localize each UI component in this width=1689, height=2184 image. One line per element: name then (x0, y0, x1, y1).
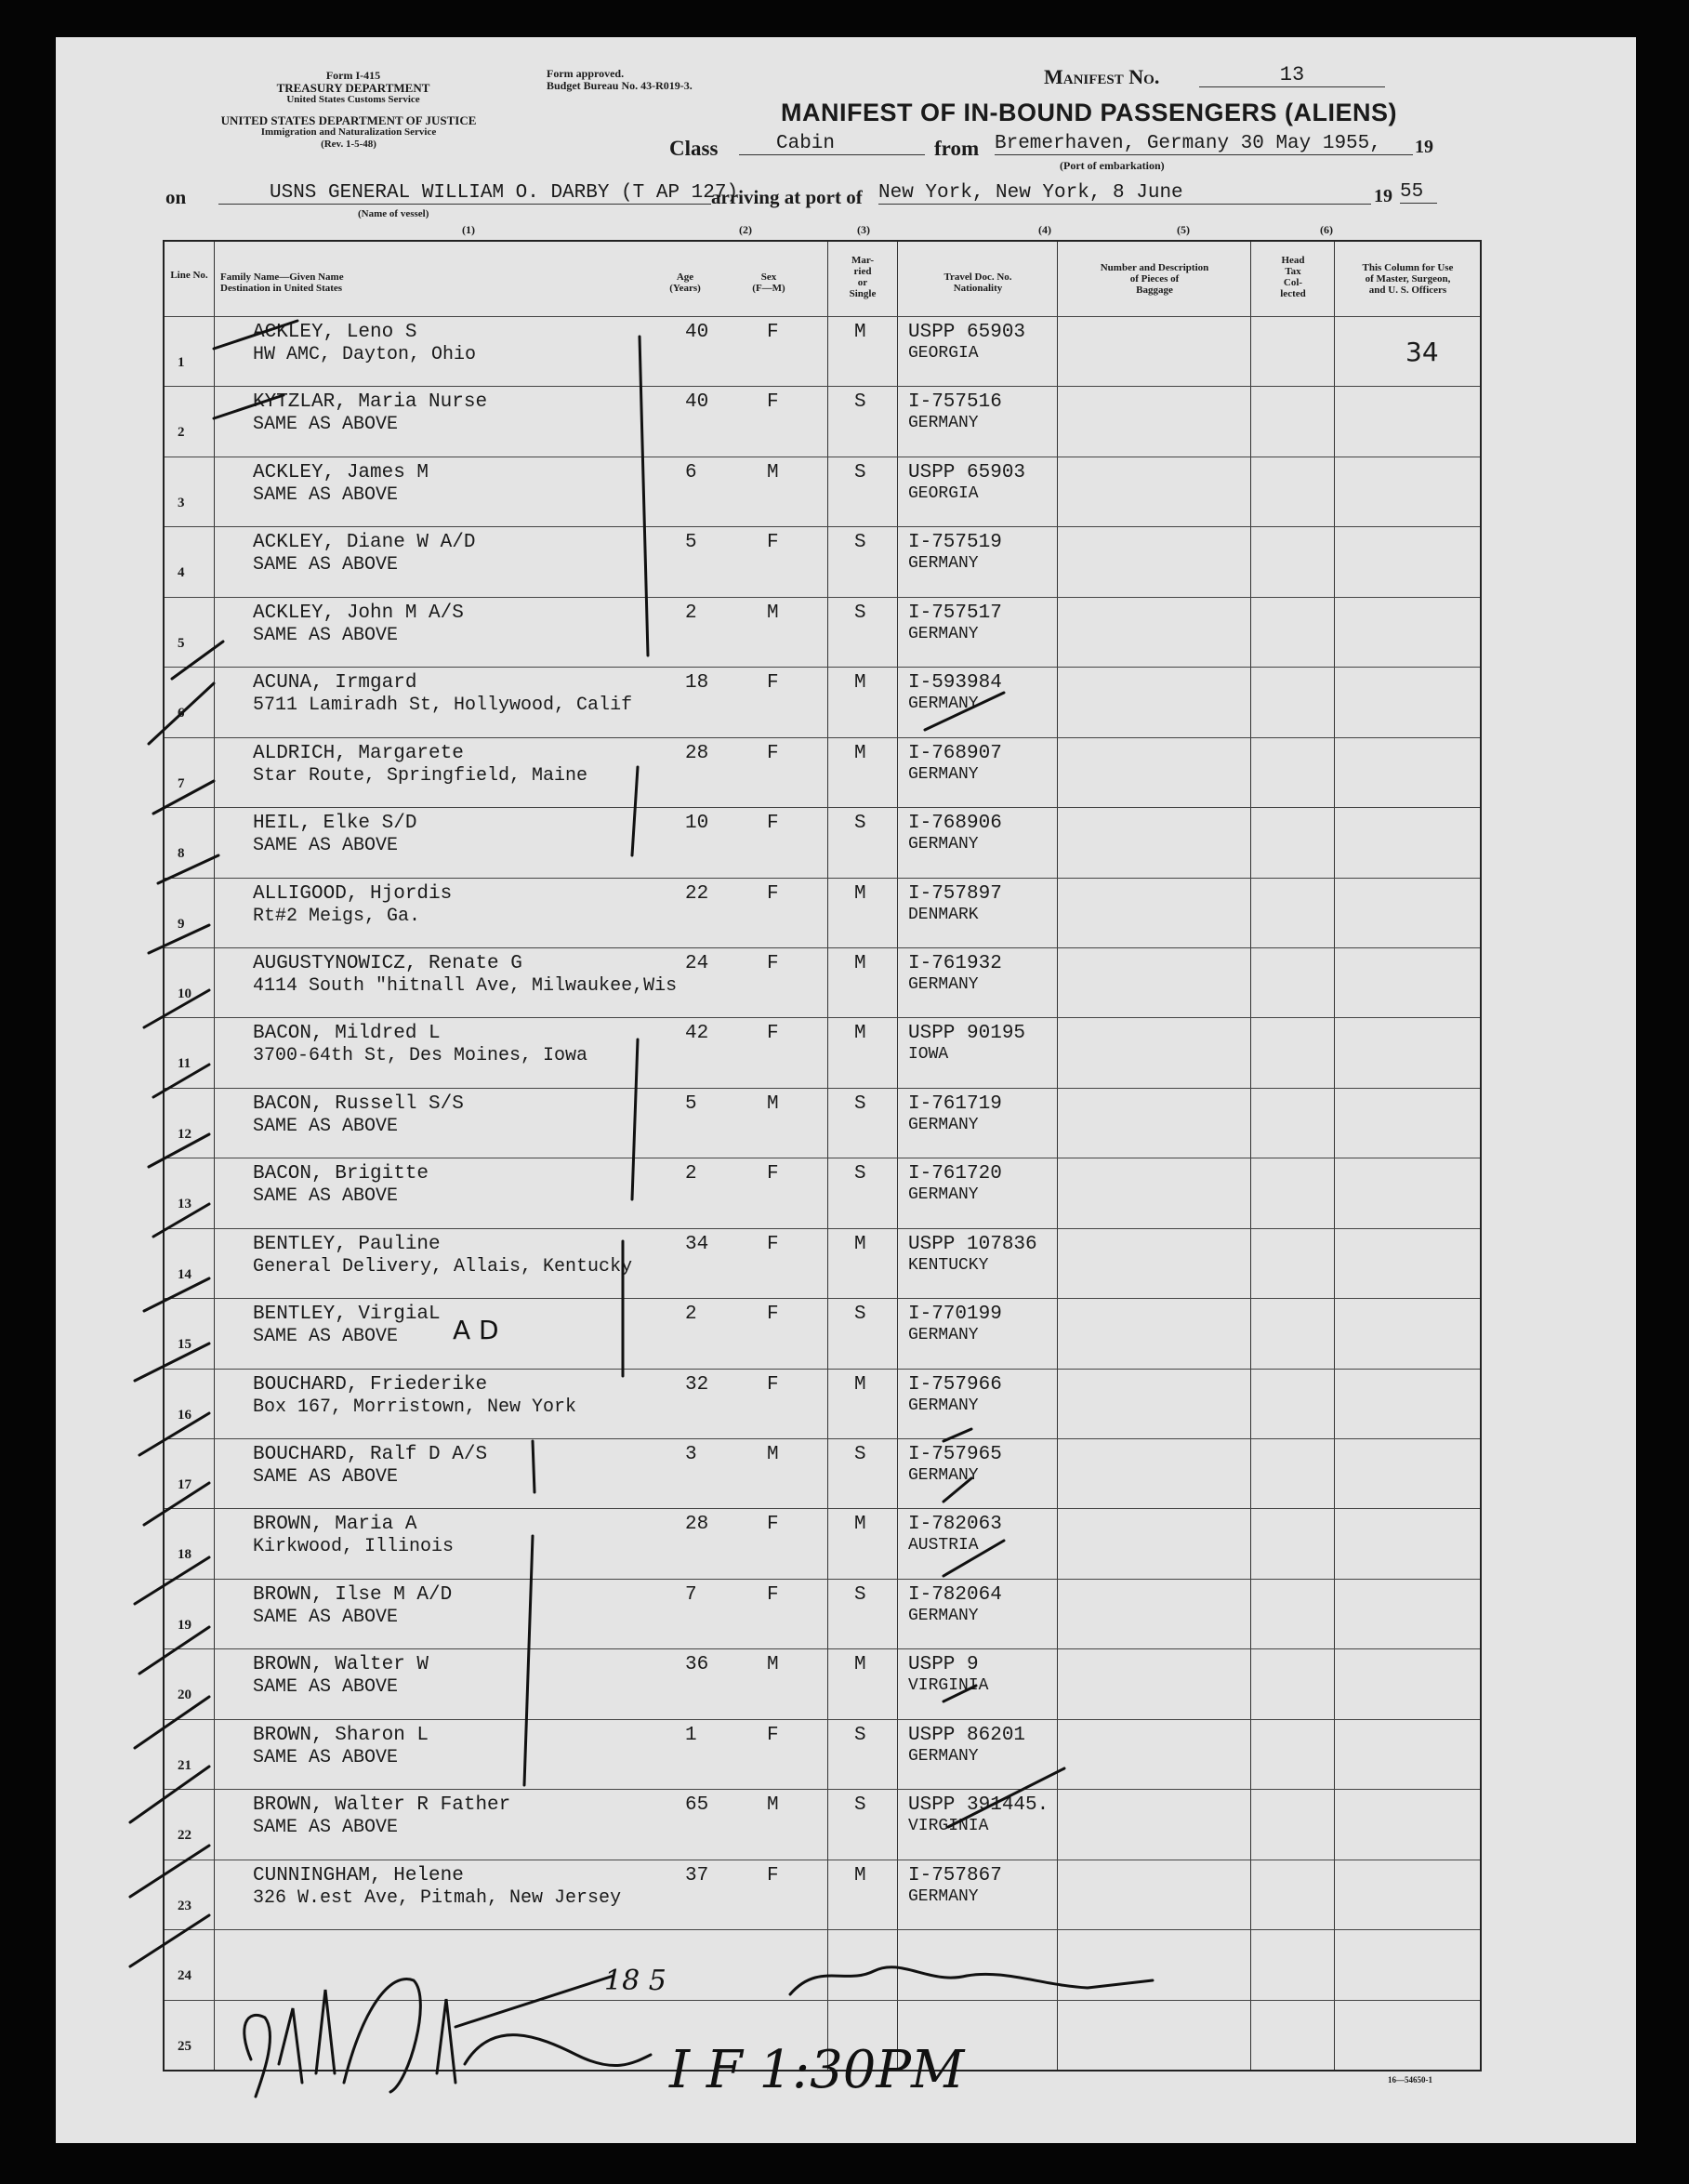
age-cell: 34 (685, 1233, 709, 1255)
class-value: Cabin (739, 133, 925, 155)
header-officers: This Column for Use of Master, Surgeon, and U. S. Officers (1362, 262, 1454, 296)
age-cell: 42 (685, 1023, 709, 1045)
nationality: VIRGINIA (908, 1817, 989, 1836)
sex-cell: F (767, 672, 779, 695)
line-number: 24 (178, 1968, 191, 1984)
marital-status: S (854, 1444, 866, 1466)
line-number: 9 (178, 916, 185, 932)
signature-stroke (279, 1979, 651, 2092)
travel-doc-number: I-761932 (908, 952, 1002, 974)
passenger-name: BACON, Mildred L (253, 1023, 441, 1045)
line-number: 21 (178, 1757, 191, 1773)
header-name: Family Name—Given Name Destination in United States (220, 271, 344, 294)
header-married: Mar- ried or Single (849, 255, 877, 299)
age-cell: 3 (685, 1444, 697, 1466)
line-number: 19 (178, 1617, 191, 1633)
sex-cell: F (767, 1163, 779, 1185)
destination: SAME AS ABOVE (253, 1115, 399, 1137)
nationality: GERMANY (908, 695, 979, 714)
check-mark (149, 683, 214, 744)
age-cell: 36 (685, 1654, 709, 1676)
destination: 3700-64th St, Des Moines, Iowa (253, 1045, 588, 1067)
destination: HW AMC, Dayton, Ohio (253, 344, 477, 365)
from-value: Bremerhaven, Germany 30 May 1955, (995, 133, 1413, 155)
check-mark (943, 1541, 1004, 1576)
age-cell: 5 (685, 1092, 697, 1115)
passenger-name: ALLIGOOD, Hjordis (253, 882, 453, 905)
bracket-stroke (640, 337, 648, 655)
check-mark (149, 925, 209, 953)
manifest-sheet (56, 37, 1636, 2143)
line-number: 17 (178, 1477, 191, 1493)
nationality: GERMANY (908, 414, 979, 433)
check-mark (135, 1343, 209, 1381)
check-mark (135, 1557, 209, 1604)
ad-mark: A D (453, 1315, 499, 1345)
travel-doc-number: USPP 391445. (908, 1794, 1049, 1817)
line-number: 5 (178, 635, 185, 651)
col-number: (2) (739, 223, 752, 236)
arriving-label: arriving at port of (711, 186, 863, 208)
check-mark (130, 1915, 209, 1966)
line-number: 8 (178, 846, 185, 862)
embark-caption: (Port of embarkation) (1060, 159, 1165, 172)
nationality: VIRGINIA (908, 1676, 989, 1696)
sex-cell: F (767, 742, 779, 764)
marital-status: S (854, 1163, 866, 1185)
manifest-label: Manifest No. (1044, 65, 1160, 88)
nationality: GERMANY (908, 624, 979, 643)
sex-cell: F (767, 532, 779, 554)
sex-cell: F (767, 1304, 779, 1326)
age-cell: 65 (685, 1794, 709, 1817)
age-cell: 28 (685, 742, 709, 764)
travel-doc-number: USPP 65903 (908, 461, 1026, 483)
nationality: DENMARK (908, 905, 979, 924)
travel-doc-number: I-782063 (908, 1514, 1002, 1536)
destination: SAME AS ABOVE (253, 1746, 399, 1768)
age-cell: 2 (685, 602, 697, 624)
from-label: from (934, 137, 980, 160)
bracket-stroke (632, 1039, 638, 1199)
header-sex: Sex (F—M) (752, 271, 785, 294)
customs-service: United States Customs Service (286, 94, 420, 105)
nationality: GERMANY (908, 1115, 979, 1134)
marital-status: S (854, 1724, 866, 1746)
col-number: (3) (857, 223, 870, 236)
travel-doc-number: I-761720 (908, 1163, 1002, 1185)
header-line-no: Line No. (170, 270, 208, 281)
marital-status: M (854, 952, 866, 974)
marital-status: M (854, 1514, 866, 1536)
bracket-stroke (524, 1536, 533, 1785)
age-cell: 2 (685, 1304, 697, 1326)
nationality: GERMANY (908, 1886, 979, 1906)
marital-status: M (854, 1233, 866, 1255)
age-cell: 1 (685, 1724, 697, 1746)
travel-doc-number: I-593984 (908, 672, 1002, 695)
travel-doc-number: I-761719 (908, 1092, 1002, 1115)
passenger-name: BACON, Brigitte (253, 1163, 429, 1185)
line-number: 6 (178, 706, 185, 721)
line-number: 1 (178, 355, 185, 370)
passenger-name: BOUCHARD, Friederike (253, 1373, 488, 1396)
destination: Rt#2 Meigs, Ga. (253, 905, 421, 927)
check-mark (943, 1478, 971, 1502)
sex-cell: F (767, 1724, 779, 1746)
check-mark (158, 855, 218, 883)
nationality: GERMANY (908, 1326, 979, 1345)
line-number: 11 (178, 1056, 191, 1072)
travel-doc-number: I-757867 (908, 1864, 1002, 1886)
sex-cell: M (767, 1092, 779, 1115)
check-mark (144, 1483, 209, 1525)
travel-doc-number: I-768907 (908, 742, 1002, 764)
travel-doc-number: I-770199 (908, 1304, 1002, 1326)
page-title: MANIFEST OF IN-BOUND PASSENGERS (ALIENS) (781, 99, 1398, 126)
nationality: GERMANY (908, 764, 979, 784)
marital-status: S (854, 602, 866, 624)
marital-status: S (854, 813, 866, 835)
age-cell: 40 (685, 391, 709, 414)
passenger-name: HEIL, Elke S/D (253, 813, 417, 835)
travel-doc-number: I-757897 (908, 882, 1002, 905)
travel-doc-number: USPP 9 (908, 1654, 979, 1676)
signature-stroke (455, 1976, 614, 2027)
sex-cell: F (767, 1864, 779, 1886)
destination: Kirkwood, Illinois (253, 1536, 455, 1558)
travel-doc-number: I-757517 (908, 602, 1002, 624)
marital-status: M (854, 1023, 866, 1045)
marital-status: S (854, 1583, 866, 1606)
travel-doc-number: I-768906 (908, 813, 1002, 835)
sex-cell: M (767, 1654, 779, 1676)
check-mark (135, 1697, 209, 1748)
age-cell: 2 (685, 1163, 697, 1185)
check-mark (149, 1134, 209, 1167)
marital-status: S (854, 1304, 866, 1326)
travel-doc-number: I-757519 (908, 532, 1002, 554)
marital-status: S (854, 391, 866, 414)
line-number: 25 (178, 2038, 191, 2054)
destination: Box 167, Morristown, New York (253, 1396, 577, 1418)
passenger-name: ALDRICH, Margarete (253, 742, 464, 764)
header-travel: Travel Doc. No. Nationality (943, 271, 1012, 294)
check-mark (925, 693, 1004, 730)
passenger-name: CUNNINGHAM, Helene (253, 1864, 464, 1886)
marital-status: M (854, 882, 866, 905)
destination: 5711 Lamiradh St, Hollywood, Calif (253, 695, 633, 717)
passenger-name: KYTZLAR, Maria Nurse (253, 391, 488, 414)
passenger-name: BACON, Russell S/S (253, 1092, 464, 1115)
sex-cell: M (767, 461, 779, 483)
sex-cell: F (767, 1373, 779, 1396)
nationality: GERMANY (908, 835, 979, 854)
marital-status: S (854, 461, 866, 483)
sex-cell: F (767, 882, 779, 905)
check-mark (948, 1768, 1064, 1827)
passenger-name: ACKLEY, Diane W A/D (253, 532, 476, 554)
passenger-name: BROWN, Ilse M A/D (253, 1583, 453, 1606)
age-cell: 6 (685, 461, 697, 483)
age-cell: 32 (685, 1373, 709, 1396)
line-number: 14 (178, 1266, 191, 1282)
age-cell: 37 (685, 1864, 709, 1886)
passenger-name: AUGUSTYNOWICZ, Renate G (253, 952, 522, 974)
class-label: Class (669, 137, 719, 160)
check-mark (943, 1429, 971, 1441)
bracket-stroke (632, 767, 638, 855)
passenger-name: ACKLEY, James M (253, 461, 429, 483)
sex-cell: M (767, 1444, 779, 1466)
check-mark (144, 1278, 209, 1311)
sex-cell: M (767, 1794, 779, 1817)
line-number: 10 (178, 986, 191, 1001)
check-mark (153, 781, 214, 814)
age-cell: 40 (685, 322, 709, 343)
nationality: GEORGIA (908, 344, 979, 363)
sex-cell: F (767, 1583, 779, 1606)
line-number: 22 (178, 1828, 191, 1844)
line-number: 12 (178, 1126, 191, 1142)
form-number-text: Form I-415 (325, 69, 381, 82)
form-approved: Form approved. (547, 67, 625, 80)
marital-status: S (854, 532, 866, 554)
line-number: 20 (178, 1688, 191, 1703)
marital-status: M (854, 742, 866, 764)
sex-cell: F (767, 1023, 779, 1045)
travel-doc-number: USPP 86201 (908, 1724, 1026, 1746)
marital-status: M (854, 1654, 866, 1676)
header-baggage: Number and Description of Pieces of Baggage (1100, 262, 1209, 296)
check-mark (214, 395, 284, 418)
marital-status: M (854, 1864, 866, 1886)
check-mark (130, 1767, 209, 1822)
col-number: (1) (462, 223, 475, 236)
destination: SAME AS ABOVE (253, 1606, 399, 1628)
vessel-name: USNS GENERAL WILLIAM O. DARBY (T AP 127) (218, 182, 711, 205)
sex-cell: F (767, 1233, 779, 1255)
age-cell: 10 (685, 813, 709, 835)
nationality: GERMANY (908, 1466, 979, 1486)
bracket-stroke (533, 1441, 534, 1492)
age-cell: 5 (685, 532, 697, 554)
initials-scribble (790, 1967, 1153, 1994)
revision: (Rev. 1-5-48) (321, 139, 376, 150)
line-number: 4 (178, 565, 185, 581)
destination: SAME AS ABOVE (253, 414, 399, 436)
passenger-name: BROWN, Maria A (253, 1514, 417, 1536)
nationality: GERMANY (908, 1746, 979, 1766)
marital-status: S (854, 1794, 866, 1817)
nationality: GERMANY (908, 1606, 979, 1625)
passenger-name: ACKLEY, Leno S (253, 322, 417, 343)
manifest-number: 13 (1199, 63, 1385, 87)
sex-cell: F (767, 813, 779, 835)
travel-doc-number: USPP 107836 (908, 1233, 1037, 1255)
nationality: AUSTRIA (908, 1536, 979, 1555)
line-number: 18 (178, 1547, 191, 1563)
nationality: GERMANY (908, 1396, 979, 1415)
marital-status: S (854, 1092, 866, 1115)
header-head-tax: Head Tax Col- lected (1280, 255, 1306, 299)
line-number: 7 (178, 775, 185, 791)
col-number: (4) (1038, 223, 1051, 236)
arrive-year-prefix: 19 (1374, 186, 1392, 206)
passenger-name: BROWN, Walter R Father (253, 1794, 511, 1817)
age-cell: 22 (685, 882, 709, 905)
justice-dept: UNITED STATES DEPARTMENT OF JUSTICE (220, 113, 477, 127)
passenger-name: BENTLEY, VirgiaL (253, 1304, 441, 1326)
sex-cell: F (767, 391, 779, 414)
check-mark (130, 1846, 209, 1897)
passenger-name: ACUNA, Irmgard (253, 672, 417, 695)
budget-bureau: Budget Bureau No. 43-R019-3. (547, 79, 693, 92)
check-mark (153, 1204, 209, 1237)
check-mark (139, 1413, 209, 1455)
line-number: 13 (178, 1197, 191, 1212)
passenger-name: BENTLEY, Pauline (253, 1233, 441, 1255)
travel-doc-number: I-757965 (908, 1444, 1002, 1466)
destination: SAME AS ABOVE (253, 1185, 399, 1208)
check-mark (144, 990, 209, 1027)
check-mark (943, 1686, 976, 1701)
destination: SAME AS ABOVE (253, 624, 399, 646)
header-age: Age (Years) (669, 271, 701, 294)
on-label: on (165, 186, 187, 208)
travel-doc-number: I-757966 (908, 1373, 1002, 1396)
signature-stroke (244, 2015, 271, 2097)
destination: SAME AS ABOVE (253, 1676, 399, 1699)
line-number: 3 (178, 495, 185, 510)
ins-service: Immigration and Naturalization Service (260, 126, 437, 138)
handwriting-overlay (56, 37, 1636, 2143)
line-number: 16 (178, 1407, 191, 1423)
passenger-name: BOUCHARD, Ralf D A/S (253, 1444, 488, 1466)
nationality: GERMANY (908, 974, 979, 994)
travel-doc-number: USPP 90195 (908, 1023, 1026, 1045)
line-number: 23 (178, 1898, 191, 1913)
col-number: (5) (1177, 223, 1190, 236)
destination: Star Route, Springfield, Maine (253, 764, 588, 787)
vessel-caption: (Name of vessel) (358, 208, 429, 219)
line-number: 2 (178, 425, 185, 441)
form-code: 16—54650-1 (1388, 2075, 1432, 2085)
arrive-year: 55 (1400, 181, 1437, 204)
destination: SAME AS ABOVE (253, 835, 399, 857)
passenger-name: BROWN, Walter W (253, 1654, 429, 1676)
sex-cell: F (767, 952, 779, 974)
arrival-port: New York, New York, 8 June (878, 182, 1371, 205)
nationality: GERMANY (908, 554, 979, 574)
marital-status: M (854, 1373, 866, 1396)
nationality: KENTUCKY (908, 1255, 989, 1275)
nationality: GERMANY (908, 1185, 979, 1205)
age-cell: 7 (685, 1583, 697, 1606)
count-mark: 18 5 (604, 1965, 666, 1997)
destination: General Delivery, Allais, Kentucky (253, 1255, 633, 1277)
marital-status: M (854, 322, 866, 343)
travel-doc-number: I-782064 (908, 1583, 1002, 1606)
travel-doc-number: USPP 65903 (908, 322, 1026, 343)
sex-cell: F (767, 322, 779, 343)
destination: 326 W.est Ave, Pitmah, New Jersey (253, 1886, 622, 1909)
travel-doc-number: I-757516 (908, 391, 1002, 414)
check-mark (214, 321, 297, 349)
nationality: IOWA (908, 1045, 949, 1065)
age-cell: 24 (685, 952, 709, 974)
treasury-dept: TREASURY DEPARTMENT (276, 81, 430, 95)
sex-cell: F (767, 1514, 779, 1536)
passenger-name: BROWN, Sharon L (253, 1724, 429, 1746)
destination: SAME AS ABOVE (253, 1817, 399, 1839)
line-number: 15 (178, 1337, 191, 1353)
destination: SAME AS ABOVE (253, 483, 399, 506)
signature-time: I F 1:30PM (669, 2040, 965, 2100)
passenger-name: ACKLEY, John M A/S (253, 602, 464, 624)
marital-status: M (854, 672, 866, 695)
destination: SAME AS ABOVE (253, 1326, 399, 1348)
officer-count: 34 (1405, 337, 1439, 367)
check-mark (172, 642, 223, 679)
year-prefix: 19 (1415, 137, 1433, 157)
col-number: (6) (1320, 223, 1333, 236)
nationality: GEORGIA (908, 483, 979, 503)
destination: SAME AS ABOVE (253, 1466, 399, 1489)
check-mark (139, 1627, 209, 1674)
sex-cell: M (767, 602, 779, 624)
destination: SAME AS ABOVE (253, 554, 399, 576)
check-mark (153, 1065, 209, 1097)
age-cell: 18 (685, 672, 709, 695)
age-cell: 28 (685, 1514, 709, 1536)
destination: 4114 South "hitnall Ave, Milwaukee,Wis (253, 974, 678, 997)
